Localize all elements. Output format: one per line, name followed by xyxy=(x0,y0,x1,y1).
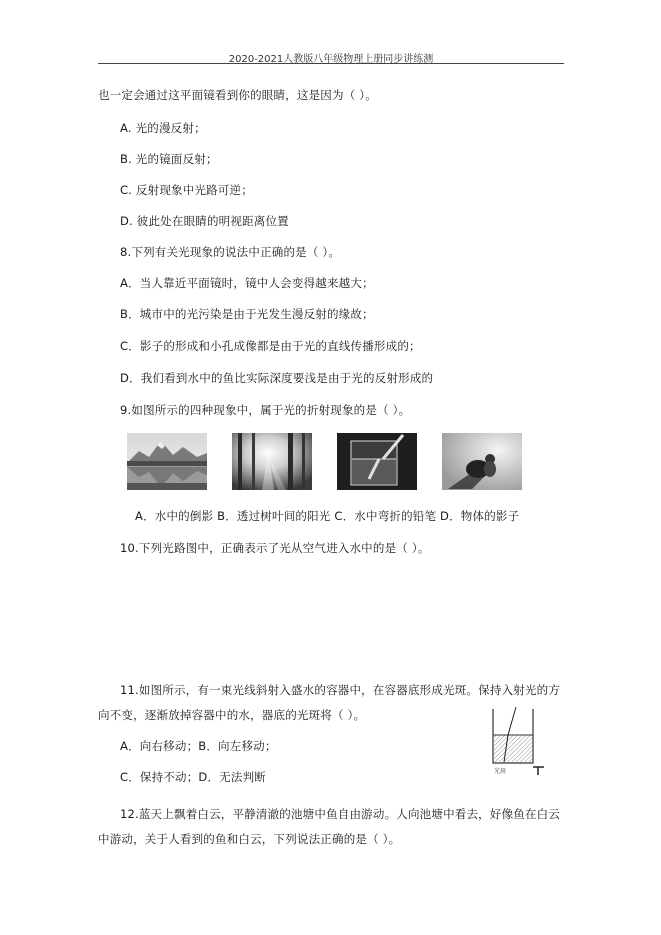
header-divider xyxy=(98,63,564,64)
q10-stem: 10.下列光路图中，正确表示了光从空气进入水中的是（ ）。 xyxy=(120,541,430,555)
q11-option-ab: A．向右移动；B．向左移动； xyxy=(120,739,277,753)
light-spot-label: 光斑 xyxy=(494,768,507,775)
q12-stem-line1: 12.蓝天上飘着白云，平静清澈的池塘中鱼自由游动。人向池塘中看去，好像鱼在白云 xyxy=(120,807,561,821)
q7-stem-tail: 也一定会通过这平面镜看到你的眼睛，这是因为（ ）。 xyxy=(98,88,377,102)
q11-option-cd: C．保持不动；D．无法判断 xyxy=(120,770,266,784)
q7-option-a: A. 光的漫反射； xyxy=(120,121,206,135)
q11-stem-line1: 11.如图所示，有一束光线斜射入盛水的容器中，在容器底形成光斑。保持入射光的方 xyxy=(120,683,561,697)
q12-stem-line2: 中游动，关于人看到的鱼和白云，下列说法正确的是（ ）。 xyxy=(98,832,401,846)
q8-option-c: C．影子的形成和小孔成像都是由于光的直线传播形成的； xyxy=(120,339,421,353)
q7-option-d: D. 彼此处在眼睛的明视距离位置 xyxy=(120,214,289,228)
container-light-diagram xyxy=(488,705,548,777)
q8-option-a: A．当人靠近平面镜时，镜中人会变得越来越大； xyxy=(120,276,374,290)
q11-stem-line2: 向不变，逐渐放掉容器中的水，器底的光斑将（ ）。 xyxy=(98,708,366,722)
q7-option-b: B. 光的镜面反射； xyxy=(120,152,218,166)
sunbeam-trees-image xyxy=(232,433,312,490)
q8-option-d: D．我们看到水中的鱼比实际深度要浅是由于光的反射形成的 xyxy=(120,371,434,385)
page-header: 2020-2021人教版八年级物理上册同步讲练测 xyxy=(228,54,434,65)
q8-option-b: B．城市中的光污染是由于光发生漫反射的缘故； xyxy=(120,307,374,321)
q9-stem: 9.如图所示的四种现象中，属于光的折射现象的是（ ）。 xyxy=(120,403,411,417)
q9-options: A．水中的倒影 B．透过树叶间的阳光 C．水中弯折的铅笔 D．物体的影子 xyxy=(135,509,520,523)
shadow-image xyxy=(442,433,522,490)
mountain-reflection-image xyxy=(127,433,207,490)
q7-option-c: C. 反射现象中光路可逆； xyxy=(120,183,253,197)
q8-stem: 8.下列有关光现象的说法中正确的是（ ）。 xyxy=(120,245,341,259)
bent-pencil-image xyxy=(337,433,417,490)
